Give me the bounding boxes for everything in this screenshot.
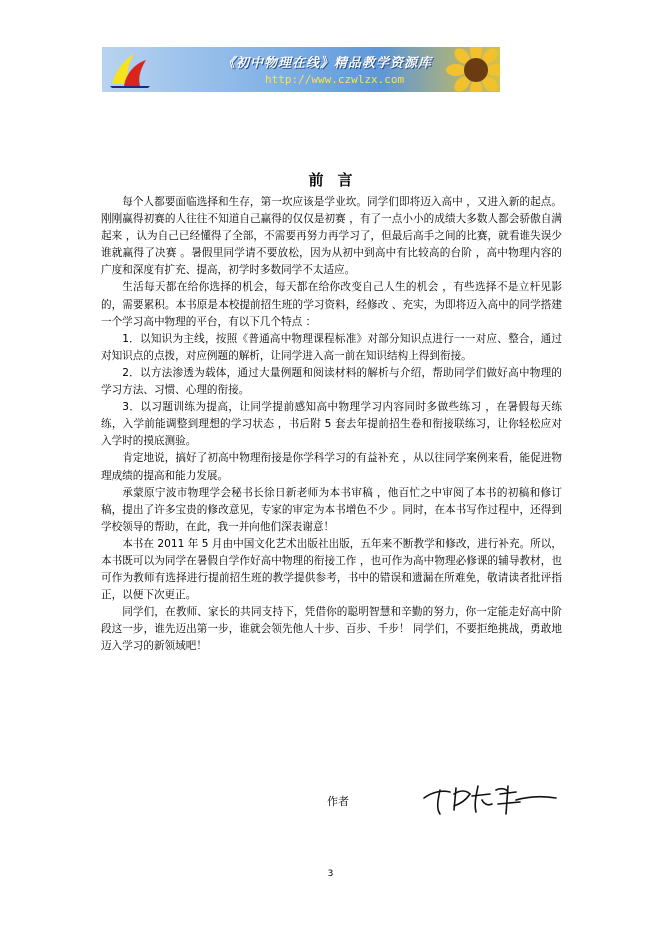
page-number: 3 <box>327 869 334 879</box>
paragraph: 3．以习题训练为提高，让同学提前感知高中物理学习内容同时多做些练习 ，在暑假每天练练，入学前能调整到理想的学习状态 ，书后附 5 套去年提前招生卷和衔接联练习，让你轻松应对入学时的摸底测验。 <box>101 401 562 448</box>
banner-url: http://www.czwlzx.com <box>265 73 405 86</box>
author-label: 作者 <box>327 795 349 808</box>
paragraph: 本书在 2011 年 5 月由中国文化艺术出版社出版，五年来不断教学和修改，进行补充。所以，本书既可以为同学在暑假自学作好高中物理的衔接工作 ，也可作为高中物理必修课的辅导教材，也可作为教师有选择进行提前招生班的教学提供参考，书中的错误和遗漏在所难免，敬请读者批评指正，以便下次更正。 <box>101 537 562 602</box>
paragraph: 同学们，在教师、家长的共同支持下，凭借你的聪明智慧和辛勤的努力，你一定能走好高中阶段这一步，谁先迈出第一步，谁就会领先他人十步、百步、千步！ 同学们，不要拒绝挑战，勇敢地迈入学习的新领域吧！ <box>101 606 562 653</box>
header-banner <box>102 47 500 92</box>
paragraph: 肯定地说，搞好了初高中物理衔接是你学科学习的有益补充 ，从以往同学案例来看，能促进物理成绩的提高和能力发展。 <box>101 452 562 482</box>
paragraph: 生活每天都在给你选择的机会，每天都在给你改变自己人生的机会 ，有些选择不是立杆见影的，需要累积。本书原是本校提前招生班的学习资料，经修改 、充实，为即将迈入高中的同学搭建一个学习高中物理的平台，有以下几个特点 ： <box>101 281 562 328</box>
paragraph: 承蒙原宁波市物理学会秘书长徐日新老师为本书审稿 ，他百忙之中审阅了本书的初稿和修订稿，提出了许多宝贵的修改意见，专家的审定为本书增色不少 。同时，在本书写作过程中，还得到学校领导的帮助，在此，我一并向他们深表谢意！ <box>101 486 562 533</box>
paragraph: 每个人都要面临选择和生存，第一坎应该是学业坎。同学们即将迈入高中 ，又进入新的起点。刚刚赢得初赛的人往往不知道自己赢得的仅仅是初赛 ，有了一点小小的成绩大多数人都会骄傲自满起来 ，认为自己已经懂得了全部，不需要再努力再学习了，但最后高手之间的比赛，就看谁失误少谁就赢得了决赛 。暑假里同学请不要放松，因为从初中到高中有比较高的台阶 ，高中物理内容的广度和深度有扩充、提高，初学时多数同学不太适应。 <box>101 196 562 277</box>
paragraph: 1．以知识为主线，按照《普通高中物理课程标准》对部分知识点进行一一对应、整合，通过对知识点的点拨，对应例题的解析，让同学进入高一前在知识结构上得到衔接。 <box>101 332 562 362</box>
handwritten-signature <box>420 778 560 818</box>
logo-icon <box>106 50 154 89</box>
banner-title: 《初中物理在线》精品教学资源库 <box>222 56 433 71</box>
paragraph: 2．以方法渗透为载体，通过大量例题和阅读材料的解析与介绍，帮助同学们做好高中物理的学习方法、习惯、心理的衔接。 <box>101 366 562 397</box>
preface-body <box>101 194 562 656</box>
page-title: 前言 <box>308 171 367 189</box>
sunflower-icon <box>446 47 500 92</box>
